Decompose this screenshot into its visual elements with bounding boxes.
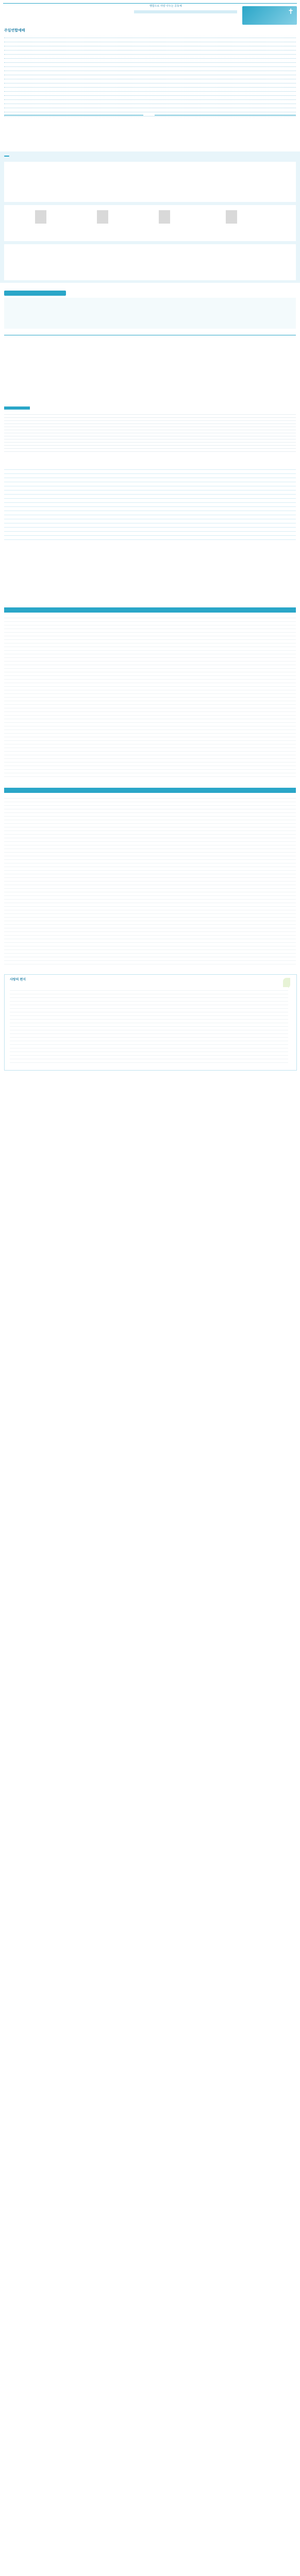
person-icon (226, 210, 237, 224)
notice-bar (4, 607, 296, 613)
person-icon (35, 210, 46, 224)
sermon-bar (4, 788, 296, 793)
order-row (4, 38, 296, 42)
offering-table-top (4, 298, 296, 329)
order-row (4, 42, 296, 46)
list-section (0, 404, 300, 456)
order-title-text: 주일연합예배 (4, 28, 25, 32)
person-icon (159, 210, 170, 224)
news-pill (4, 156, 9, 157)
order-row (4, 96, 296, 100)
order-row (4, 59, 296, 63)
list-body (4, 412, 296, 454)
essay-body (10, 987, 288, 1064)
essay-section (0, 971, 300, 1074)
order-row (4, 34, 296, 38)
order-row (4, 46, 296, 50)
info-box-left (4, 115, 143, 147)
essay-card (4, 974, 297, 1071)
page-remainder (0, 1077, 300, 2576)
order-row (4, 79, 296, 83)
leaf-icon (283, 978, 290, 988)
order-table (4, 34, 296, 116)
news-section (0, 151, 300, 283)
order-row (4, 55, 296, 59)
order-row (4, 100, 296, 104)
date-bar (134, 10, 237, 13)
news-text-block (4, 162, 296, 202)
order-row (4, 92, 296, 96)
essay-title: 사랑의 편지 (10, 978, 26, 981)
order-row (4, 88, 296, 92)
order-row (4, 71, 296, 75)
cross-icon: ✝ (288, 8, 294, 16)
order-row (4, 75, 296, 79)
prayer-table (4, 335, 296, 400)
order-row (4, 83, 296, 88)
order-row (4, 50, 296, 55)
order-row (4, 63, 296, 67)
schedule-section (0, 459, 300, 546)
schedule-block (4, 244, 296, 280)
offering-bar (4, 291, 66, 296)
sermon-body (4, 795, 296, 968)
order-row (4, 104, 296, 108)
list-title (4, 406, 30, 410)
notice-body (4, 615, 296, 779)
offering-section (0, 289, 300, 402)
person-icon (97, 210, 108, 224)
order-title (4, 28, 25, 33)
members-block (4, 205, 296, 241)
order-row (4, 67, 296, 71)
notice-section (0, 605, 300, 783)
info-box-right (155, 115, 296, 147)
info-boxes (0, 112, 300, 150)
header (0, 0, 300, 27)
top-rule (3, 3, 297, 4)
order-section (0, 27, 300, 112)
sermon-section (0, 786, 300, 971)
masthead (242, 6, 297, 25)
motto: 행함으로 사랑 나누는 공동체 (149, 5, 182, 8)
schedule-table (4, 466, 296, 543)
news-header (4, 155, 9, 158)
